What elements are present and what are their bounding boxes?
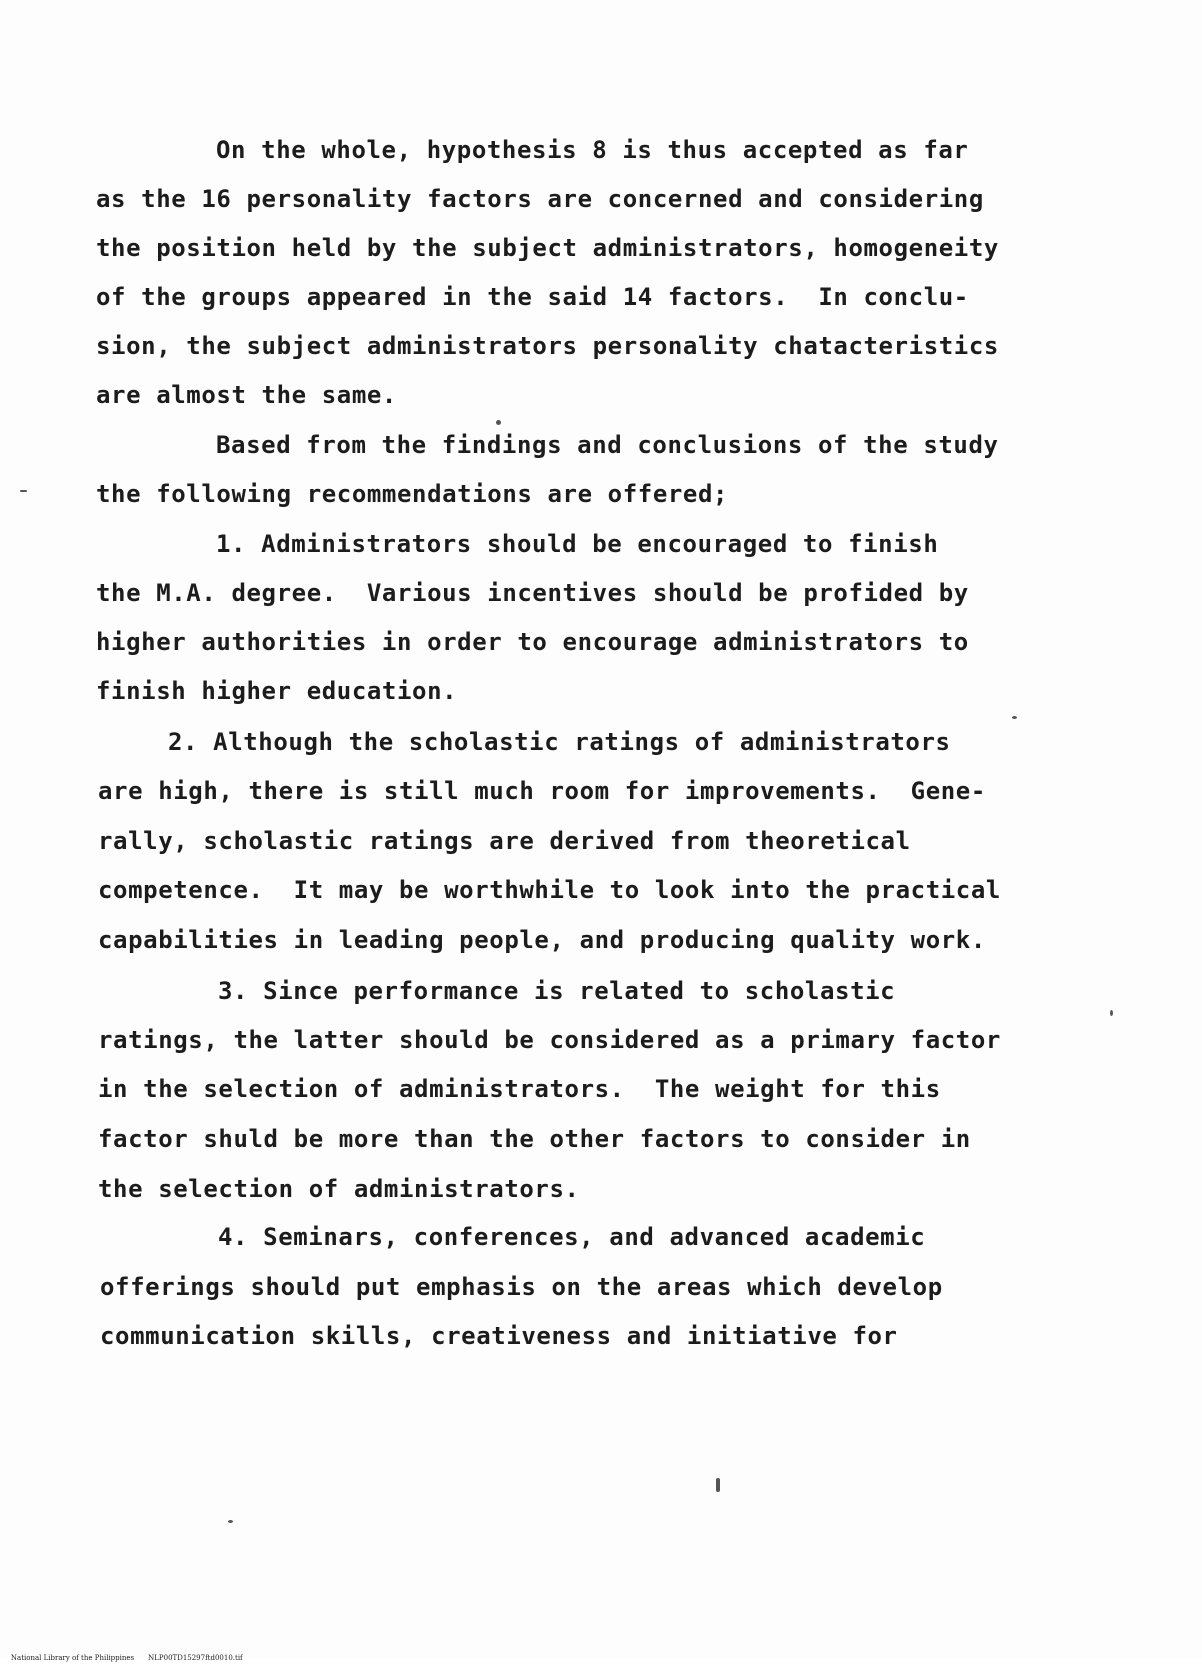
text-line: 2. Although the scholastic ratings of administrators: [168, 728, 951, 756]
text-line: the following recommendations are offered;: [96, 480, 729, 508]
text-line: 4. Seminars, conferences, and advanced academic: [218, 1223, 926, 1251]
text-line: are high, there is still much room for improvements. Gene-: [98, 777, 986, 805]
scan-speck: [228, 1520, 233, 1523]
text-line: the M.A. degree. Various incentives should be profided by: [96, 579, 969, 607]
scan-speck: [1012, 716, 1017, 719]
text-line: Based from the findings and conclusions of the study: [216, 431, 999, 459]
scan-footer: [2, 1646, 257, 1670]
footer-filename: NLP00TD15297ftd0010.tif: [148, 1654, 243, 1662]
text-line: communication skills, creativeness and initiative for: [100, 1322, 898, 1350]
text-line: factor shuld be more than the other factors to consider in: [98, 1125, 971, 1153]
footer-library: National Library of the Philippines: [10, 1654, 135, 1662]
text-line: sion, the subject administrators personality chatacteristics: [96, 332, 999, 360]
text-line: competence. It may be worthwhile to look into the practical: [98, 876, 1001, 904]
text-line: offerings should put emphasis on the areas which develop: [100, 1273, 943, 1301]
text-line: higher authorities in order to encourage administrators to: [96, 628, 969, 656]
text-line: 3. Since performance is related to scholastic: [218, 977, 896, 1005]
text-line: ratings, the latter should be considered as a primary factor: [98, 1026, 1001, 1054]
text-line: On the whole, hypothesis 8 is thus accepted as far: [216, 136, 969, 164]
text-line: as the 16 personality factors are concerned and considering: [96, 185, 984, 213]
text-line: in the selection of administrators. The weight for this: [98, 1075, 941, 1103]
text-line: are almost the same.: [96, 381, 397, 409]
text-line: 1. Administrators should be encouraged to finish: [216, 530, 939, 558]
scan-speck: [496, 420, 501, 425]
text-line: of the groups appeared in the said 14 factors. In conclu-: [96, 283, 969, 311]
text-line: capabilities in leading people, and producing quality work.: [98, 926, 986, 954]
text-line: finish higher education.: [96, 677, 458, 705]
scan-speck: [20, 490, 27, 492]
scan-speck: [716, 1478, 720, 1492]
scan-speck: [1110, 1010, 1113, 1016]
text-line: the selection of administrators.: [98, 1175, 580, 1203]
text-line: the position held by the subject administrators, homogeneity: [96, 234, 999, 262]
text-line: rally, scholastic ratings are derived from theoretical: [98, 827, 911, 855]
